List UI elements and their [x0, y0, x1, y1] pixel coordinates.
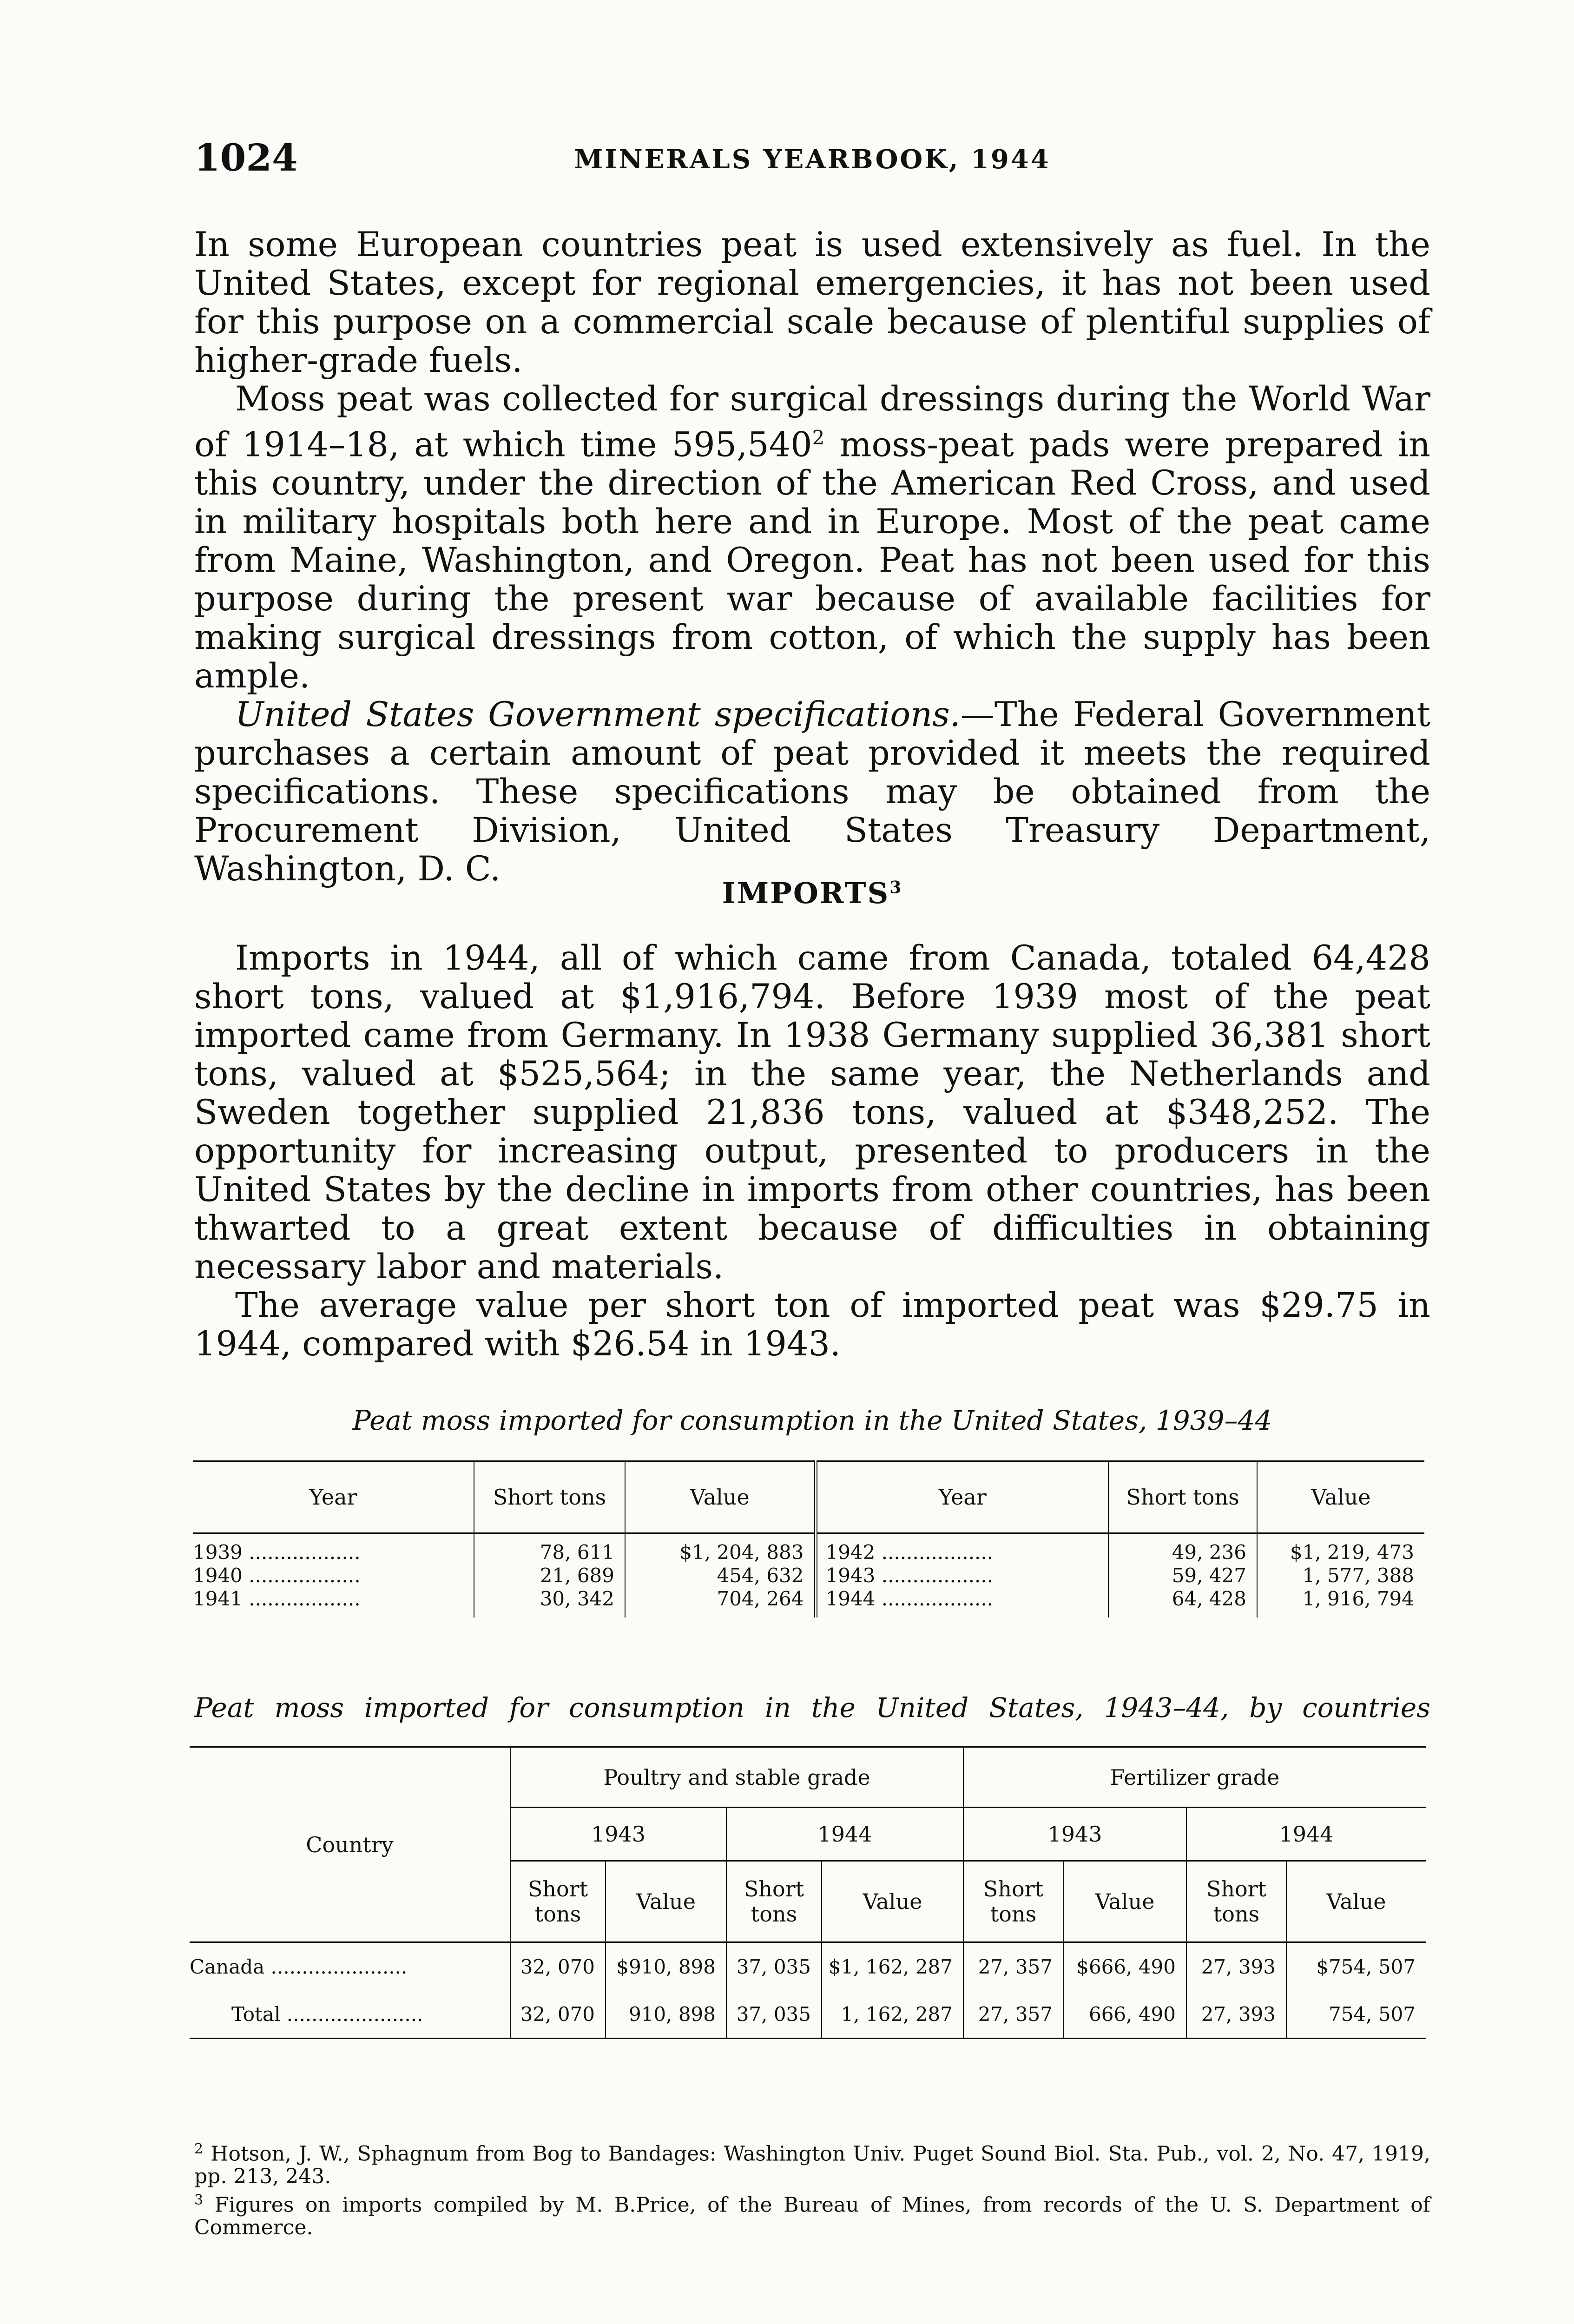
t1-cell: 1, 916, 794	[1257, 1589, 1424, 1618]
paragraph-moss-peat	[194, 380, 1430, 695]
table-peat-imports-by-year	[193, 1460, 1424, 1618]
t1-cell: $1, 219, 473	[1257, 1533, 1424, 1566]
t1-cell: 704, 264	[625, 1589, 816, 1618]
table-row	[190, 1990, 1426, 2039]
t1-cell: 30, 342	[474, 1589, 625, 1618]
t2-header-year: 1943	[963, 1808, 1186, 1861]
t2-header-value: Value	[1286, 1861, 1426, 1942]
footnote-ref-2: 2	[812, 426, 825, 449]
t2-header-short-tons: Short tons	[963, 1861, 1063, 1942]
t2-cell: $666, 490	[1063, 1942, 1186, 1991]
t2-header-short-tons: Short tons	[1186, 1861, 1286, 1942]
body-text-intro	[194, 225, 1430, 888]
t1-cell: 49, 236	[1108, 1533, 1257, 1566]
t1-cell: 454, 632	[625, 1565, 816, 1589]
footnote-text: Figures on imports compiled by M. B.Price, of the Bureau of Mines, from records of the U. S. Department of Commerce.	[194, 2193, 1430, 2239]
t2-header-year: 1944	[1186, 1808, 1426, 1861]
t1-cell: 1942 ..................	[816, 1533, 1108, 1566]
section-title-imports	[194, 876, 1430, 910]
t2-header-fertilizer-grade: Fertilizer grade	[963, 1747, 1426, 1808]
t2-row-label: Canada ......................	[190, 1955, 408, 1978]
footnote-mark: 2	[194, 2141, 204, 2157]
t2-header-short-tons: Short tons	[726, 1861, 822, 1942]
t1-cell: 21, 689	[474, 1565, 625, 1589]
t2-cell: 32, 070	[510, 1990, 606, 2039]
t2-header-country: Country	[190, 1747, 510, 1942]
t2-header-value: Value	[1063, 1861, 1186, 1942]
t1-cell: $1, 204, 883	[625, 1533, 816, 1566]
t2-row-label: Total ......................	[231, 2002, 423, 2026]
t2-cell: 666, 490	[1063, 1990, 1186, 2039]
table1-caption: Peat moss imported for consumption in the United States, 1939–44	[352, 1405, 1272, 1436]
t2-header-value: Value	[606, 1861, 726, 1942]
paragraph-moss-peat-a: Moss peat was collected for surgical dressings during the World War of 1914–18, at which time 595,540	[194, 379, 1430, 465]
t2-cell: 32, 070	[510, 1942, 606, 1991]
t1-cell: 59, 427	[1108, 1565, 1257, 1589]
t1-cell: 1940 ..................	[193, 1564, 361, 1587]
t1-header-year-1: Year	[193, 1461, 474, 1533]
section-title-text: IMPORTS	[722, 876, 890, 910]
t2-header-year: 1944	[726, 1808, 963, 1861]
table-row	[193, 1589, 1424, 1618]
t2-cell: $1, 162, 287	[822, 1942, 963, 1991]
t2-cell: 37, 035	[726, 1942, 822, 1991]
table-row	[193, 1533, 1424, 1566]
t1-cell: 1939 ..................	[193, 1541, 361, 1564]
footnote-3	[194, 2189, 1430, 2239]
t1-cell: 1943 ..................	[816, 1565, 1108, 1589]
specifications-heading: United States Government specifications.	[235, 695, 961, 735]
t1-cell: 1944 ..................	[816, 1589, 1108, 1618]
footnote-ref-3: 3	[889, 878, 903, 898]
footnote-2	[194, 2138, 1430, 2188]
t1-cell: 1, 577, 388	[1257, 1565, 1424, 1589]
specifications-text: —The Federal Government purchases a certain amount of peat provided it meets the required specifications. These specifications may be obtained from the Procurement Division, United States Treasury Department, Washington, D. C.	[194, 695, 1431, 889]
t2-cell: 910, 898	[606, 1990, 726, 2039]
t2-cell: $910, 898	[606, 1942, 726, 1991]
paragraph-imports: Imports in 1944, all of which came from Canada, totaled 64,428 short tons, valued at $1,916,794. Before 1939 most of the peat imported came from Germany. In 1938 Germany supplied 36,381 short tons, valued at $525,564; in the same year, the Netherlands and Sweden together supplied 21,836 tons, valued at $348,252. The opportunity for increasing output, presented to producers in the United States by the decline in imports from other countries, has been thwarted to a great extent because of difficulties in obtaining necessary labor and materials.	[194, 938, 1430, 1287]
t2-cell: $754, 507	[1286, 1942, 1426, 1991]
t2-cell: 37, 035	[726, 1990, 822, 2039]
table2-caption: Peat moss imported for consumption in the United States, 1943–44, by countries	[194, 1692, 1430, 1723]
t1-header-short-tons-2: Short tons	[1108, 1461, 1257, 1533]
paragraph-average-value: The average value per short ton of imported peat was $29.75 in 1944, compared with $26.54 in 1943.	[194, 1286, 1430, 1364]
paragraph-moss-peat-b: moss-peat pads were prepared in this country, under the direction of the American Red Cross, and used in military hospitals both here and in Europe. Most of the peat came from Maine, Washington, and Oregon. Peat has not been used for this purpose during the present war because of available facilities for making surgical dressings from cotton, of which the supply has been ample.	[194, 425, 1430, 696]
running-title: MINERALS YEARBOOK, 1944	[574, 144, 1051, 175]
footnote-mark: 3	[194, 2192, 204, 2208]
t2-cell: 27, 357	[963, 1942, 1063, 1991]
t2-cell: 27, 393	[1186, 1942, 1286, 1991]
t2-cell: 27, 357	[963, 1990, 1063, 2039]
t1-cell: 1941 ..................	[193, 1587, 361, 1610]
t2-cell: 754, 507	[1286, 1990, 1426, 2039]
t2-header-short-tons: Short tons	[510, 1861, 606, 1942]
t1-header-value-1: Value	[625, 1461, 816, 1533]
page-number: 1024	[194, 136, 298, 179]
body-text-imports	[194, 939, 1430, 1363]
footnote-text: Hotson, J. W., Sphagnum from Bog to Bandages: Washington Univ. Puget Sound Biol. Sta. Pub., vol. 2, No. 47, 1919, pp. 213, 243.	[194, 2142, 1430, 2188]
t1-header-short-tons-1: Short tons	[474, 1461, 625, 1533]
t1-header-year-2: Year	[816, 1461, 1108, 1533]
paragraph-specifications	[194, 695, 1430, 888]
t1-cell: 64, 428	[1108, 1589, 1257, 1618]
t2-header-value: Value	[822, 1861, 963, 1942]
t2-cell: 1, 162, 287	[822, 1990, 963, 2039]
paragraph-fuel: In some European countries peat is used extensively as fuel. In the United States, except for regional emergencies, it has not been used for this purpose on a commercial scale because of plentiful supplies of higher-grade fuels.	[194, 225, 1430, 380]
table-peat-imports-by-country	[190, 1746, 1426, 2039]
page-header	[194, 136, 1430, 182]
table-row	[193, 1565, 1424, 1589]
t1-header-value-2: Value	[1257, 1461, 1424, 1533]
t2-header-year: 1943	[510, 1808, 726, 1861]
table-row	[190, 1942, 1426, 1991]
t2-header-poultry-grade: Poultry and stable grade	[510, 1747, 963, 1808]
t2-cell: 27, 393	[1186, 1990, 1286, 2039]
t1-cell: 78, 611	[474, 1533, 625, 1566]
